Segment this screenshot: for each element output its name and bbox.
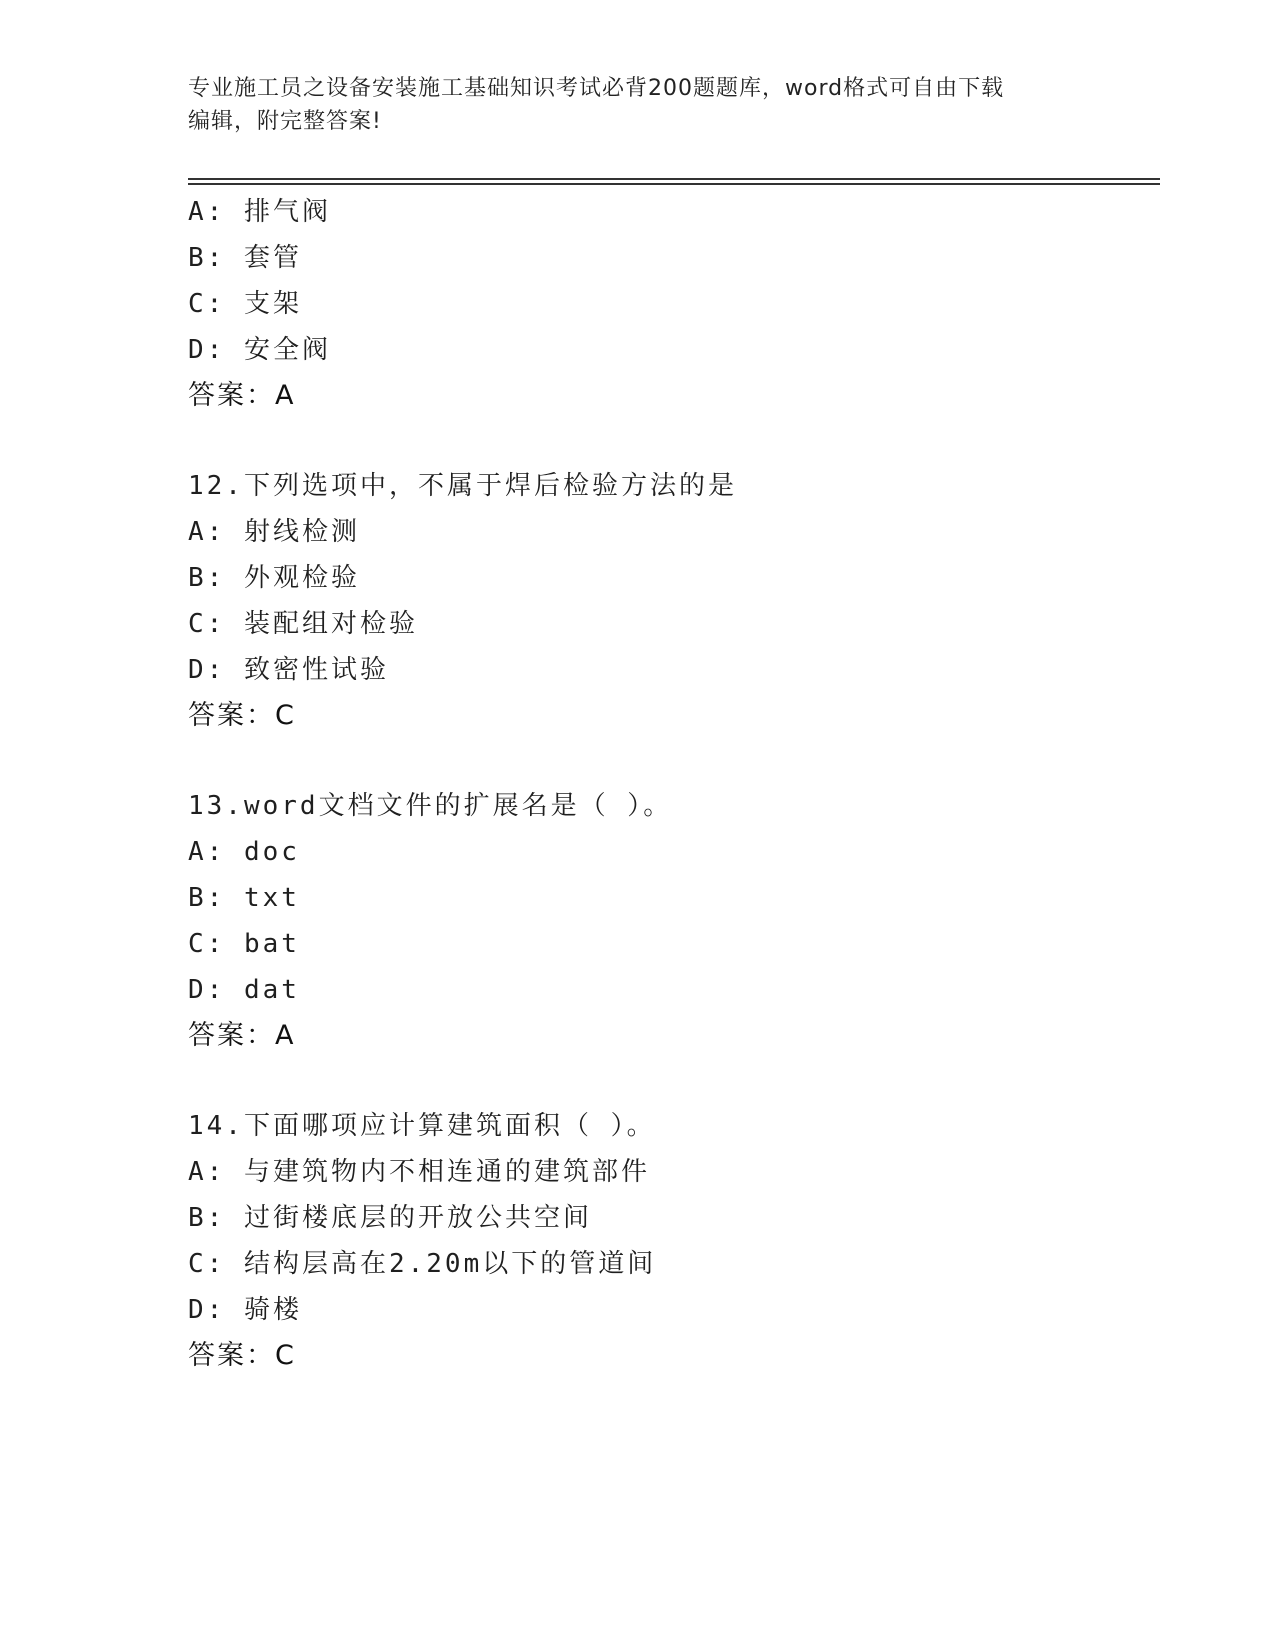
option-c: C: 结构层高在2.20m以下的管道间 [188,1249,657,1279]
option-a: A: 排气阀 [188,197,331,227]
question-stem: 12.下列选项中，不属于焊后检验方法的是 [188,471,737,501]
question-list [188,189,1148,1379]
question-stem: 14.下面哪项应计算建筑面积（ ）。 [188,1111,656,1141]
answer-line: 答案：A [188,1020,296,1051]
option-a: A: 与建筑物内不相连通的建筑部件 [188,1157,650,1187]
header-divider-bottom [188,183,1160,185]
option-d: D: 安全阀 [188,335,331,365]
option-d: D: 致密性试验 [188,655,389,685]
question-block [188,783,1148,1059]
option-a: A: doc [188,837,300,867]
spacer [188,1059,1148,1103]
option-b: B: 套管 [188,243,302,273]
answer-line: 答案：C [188,700,296,731]
header-divider-top [188,178,1160,180]
spacer [188,419,1148,463]
spacer [188,739,1148,783]
question-stem: 13.word文档文件的扩展名是（ ）。 [188,791,673,821]
option-b: B: 外观检验 [188,563,360,593]
option-d: D: 骑楼 [188,1295,302,1325]
answer-line: 答案：A [188,380,296,411]
header-line-2: 编辑，附完整答案! [188,109,382,134]
answer-line: 答案：C [188,1340,296,1371]
question-block [188,463,1148,739]
option-c: C: 装配组对检验 [188,609,418,639]
document-header [188,72,1088,138]
question-block [188,189,1148,419]
option-b: B: txt [188,883,300,913]
option-c: C: bat [188,929,300,959]
header-line-1: 专业施工员之设备安装施工基础知识考试必背200题题库，word格式可自由下载 [188,76,1005,101]
option-a: A: 射线检测 [188,517,360,547]
option-c: C: 支架 [188,289,302,319]
question-block [188,1103,1148,1379]
option-d: D: dat [188,975,300,1005]
option-b: B: 过街楼底层的开放公共空间 [188,1203,592,1233]
